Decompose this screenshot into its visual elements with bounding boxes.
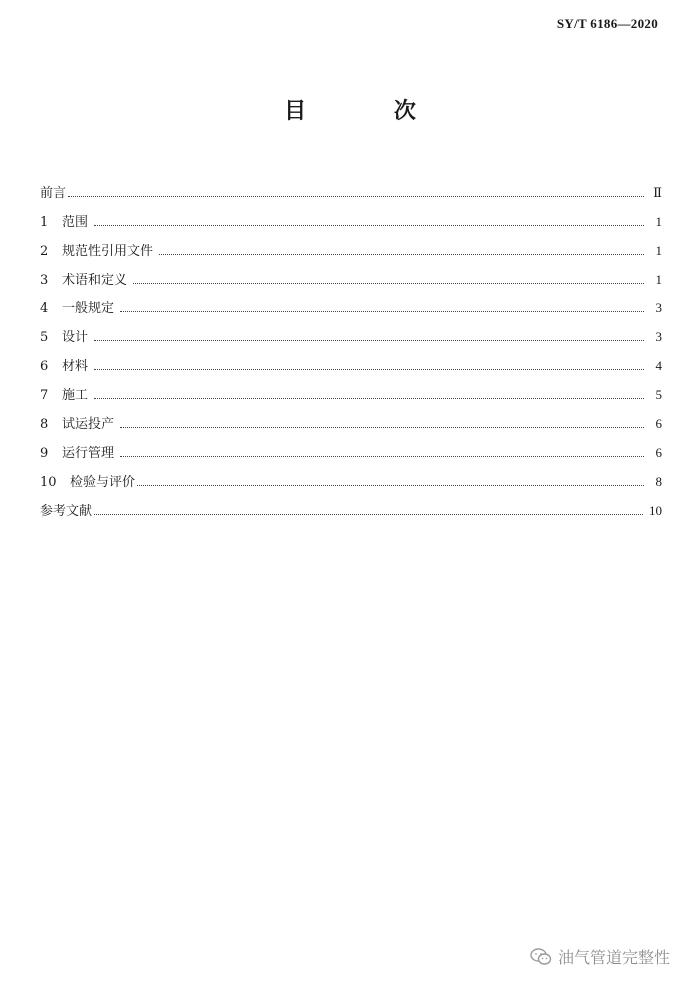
toc-leader-dots bbox=[137, 485, 644, 486]
toc-label: 前言 bbox=[40, 185, 67, 201]
toc-number: 10 bbox=[40, 474, 57, 490]
toc-page-number: 3 bbox=[655, 329, 662, 345]
toc-label: 施工 bbox=[62, 388, 89, 404]
toc-entry-6[interactable] bbox=[40, 345, 662, 374]
toc-number: 6 bbox=[40, 359, 49, 375]
toc-page-number: 1 bbox=[655, 242, 662, 258]
toc-entry-1[interactable] bbox=[40, 201, 662, 230]
toc-page-number: 4 bbox=[655, 358, 662, 374]
toc-leader-dots bbox=[94, 514, 643, 515]
toc-leader-dots bbox=[94, 369, 644, 370]
standard-code: SY/T 6186—2020 bbox=[556, 16, 658, 31]
toc-number: 5 bbox=[40, 330, 49, 346]
toc-leader-dots bbox=[120, 456, 644, 457]
toc-number: 2 bbox=[40, 243, 49, 259]
toc-leader-dots bbox=[120, 427, 644, 428]
toc-label: 参考文献 bbox=[40, 503, 93, 519]
wechat-icon bbox=[530, 948, 552, 966]
toc-leader-dots bbox=[159, 254, 644, 255]
toc-label: 规范性引用文件 bbox=[62, 243, 154, 259]
page-title: 目 次 bbox=[284, 98, 456, 124]
toc-leader-dots bbox=[94, 225, 644, 226]
toc-label: 检验与评价 bbox=[70, 474, 136, 490]
toc-page-number: 1 bbox=[655, 213, 662, 229]
toc-entry-5[interactable] bbox=[40, 316, 662, 345]
toc-leader-dots bbox=[133, 283, 644, 284]
toc-leader-dots bbox=[94, 398, 644, 399]
toc-label: 材料 bbox=[62, 359, 89, 375]
watermark-text: 油气管道完整性 bbox=[557, 948, 670, 967]
toc-leader-dots bbox=[120, 311, 644, 312]
toc-entry-3[interactable] bbox=[40, 259, 662, 288]
toc-page-number: 6 bbox=[655, 444, 662, 460]
toc-number: 7 bbox=[40, 388, 49, 404]
toc-page-number: 10 bbox=[649, 502, 662, 518]
toc-number: 8 bbox=[40, 417, 49, 433]
toc-number: 1 bbox=[40, 214, 49, 230]
toc-entry-2[interactable] bbox=[40, 230, 662, 259]
toc-entry-8[interactable] bbox=[40, 403, 662, 432]
toc-label: 范围 bbox=[62, 214, 89, 230]
toc-entry-7[interactable] bbox=[40, 374, 662, 403]
toc-entry-foreword[interactable] bbox=[40, 172, 662, 201]
toc-number: 4 bbox=[40, 301, 49, 317]
toc-leader-dots bbox=[94, 340, 644, 341]
toc-label: 设计 bbox=[62, 330, 89, 346]
toc-entry-bibliography[interactable] bbox=[40, 490, 662, 519]
toc-label: 术语和定义 bbox=[62, 272, 128, 288]
toc-number: 3 bbox=[40, 272, 49, 288]
toc-entry-4[interactable] bbox=[40, 288, 662, 317]
toc-page-number: 5 bbox=[655, 387, 662, 403]
watermark bbox=[530, 945, 670, 968]
toc-entry-10[interactable] bbox=[40, 461, 662, 490]
toc-entry-9[interactable] bbox=[40, 432, 662, 461]
toc-leader-dots bbox=[68, 196, 644, 197]
toc-label: 运行管理 bbox=[62, 445, 115, 461]
toc-page-number: 8 bbox=[655, 473, 662, 489]
toc-page-number: 3 bbox=[655, 300, 662, 316]
toc-page-number: Ⅱ bbox=[653, 184, 662, 200]
toc-page-number: 1 bbox=[655, 271, 662, 287]
toc-page-number: 6 bbox=[655, 416, 662, 432]
toc-label: 一般规定 bbox=[62, 301, 115, 317]
toc-number: 9 bbox=[40, 445, 49, 461]
table-of-contents bbox=[40, 172, 662, 519]
toc-label: 试运投产 bbox=[62, 417, 115, 433]
